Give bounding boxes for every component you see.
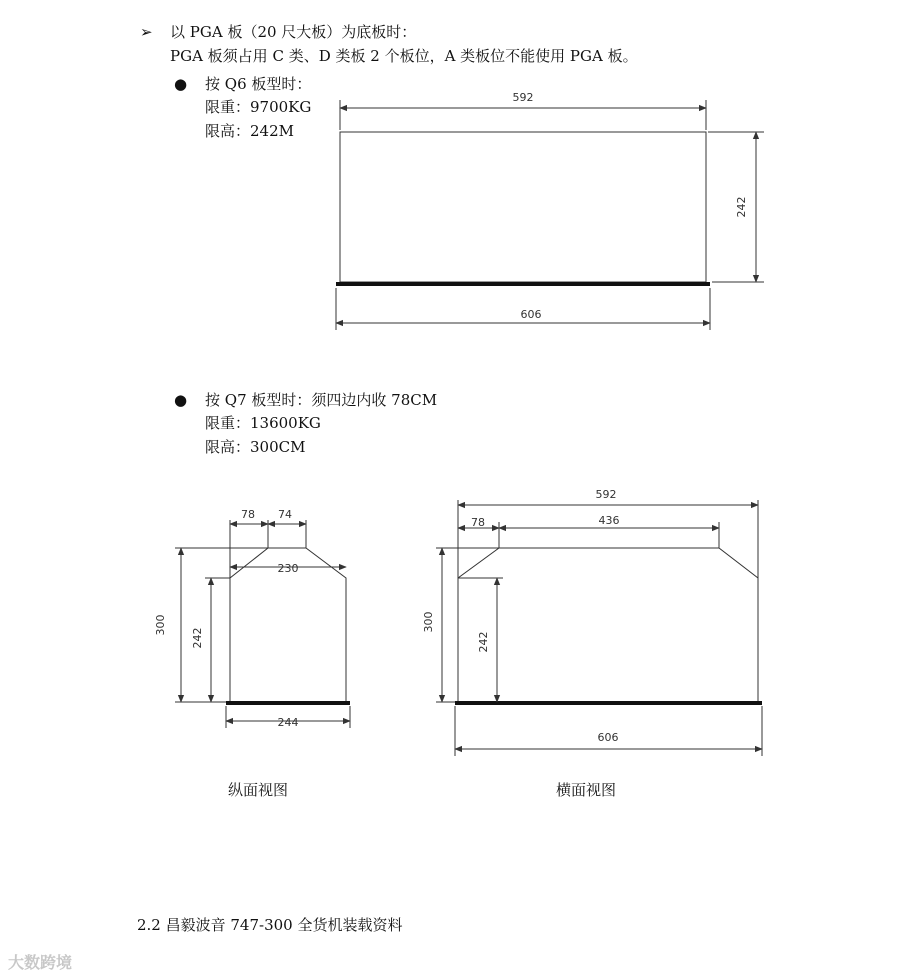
watermark-logo [8, 950, 72, 973]
svg-text:78: 78 [471, 516, 485, 529]
arrow-bullet: ➢ [140, 23, 153, 41]
q6-drawing [336, 91, 764, 330]
q6-height: 限高：242M [205, 122, 294, 140]
svg-text:436: 436 [598, 514, 620, 527]
q7-weight: 限重：13600KG [205, 414, 321, 432]
section-2-2-heading: 2.2 昌毅波音 747-300 全货机装载资料 [137, 916, 403, 934]
q6-dim-top-label: 592 [512, 91, 534, 104]
left-view-caption: 纵面视图 [228, 781, 289, 799]
q7-left-view [154, 508, 350, 729]
svg-text:300: 300 [154, 614, 167, 636]
q6-weight: 限重：9700KG [205, 98, 312, 116]
svg-text:74: 74 [278, 508, 292, 521]
svg-text:242: 242 [477, 631, 490, 653]
q6-title: 按 Q6 板型时： [205, 75, 312, 93]
q7-right-view [422, 488, 762, 756]
q6-dim-bottom-label: 606 [520, 308, 542, 321]
svg-text:244: 244 [277, 716, 299, 729]
q7-title: 按 Q7 板型时：须四边内收 78CM [205, 391, 438, 409]
q7-bullet: ● [174, 391, 188, 409]
q6-bullet: ● [174, 75, 188, 93]
q7-height: 限高：300CM [205, 438, 306, 456]
q6-pallet-body [340, 132, 706, 282]
right-view-caption: 横面视图 [556, 781, 617, 799]
pga-rule: PGA 板须占用 C 类、D 类板 2 个板位，A 类板位不能使用 PGA 板。 [170, 47, 638, 65]
svg-text:592: 592 [595, 488, 617, 501]
watermark-text: 大数跨境 [8, 953, 73, 972]
svg-text:230: 230 [277, 562, 299, 575]
svg-text:242: 242 [191, 627, 204, 649]
q6-dim-right-label: 242 [735, 196, 748, 218]
q7-right-outline [458, 548, 758, 702]
pga-heading: 以 PGA 板（20 尺大板）为底板时： [170, 23, 417, 41]
svg-text:78: 78 [241, 508, 255, 521]
svg-text:606: 606 [597, 731, 619, 744]
svg-text:300: 300 [422, 611, 435, 633]
